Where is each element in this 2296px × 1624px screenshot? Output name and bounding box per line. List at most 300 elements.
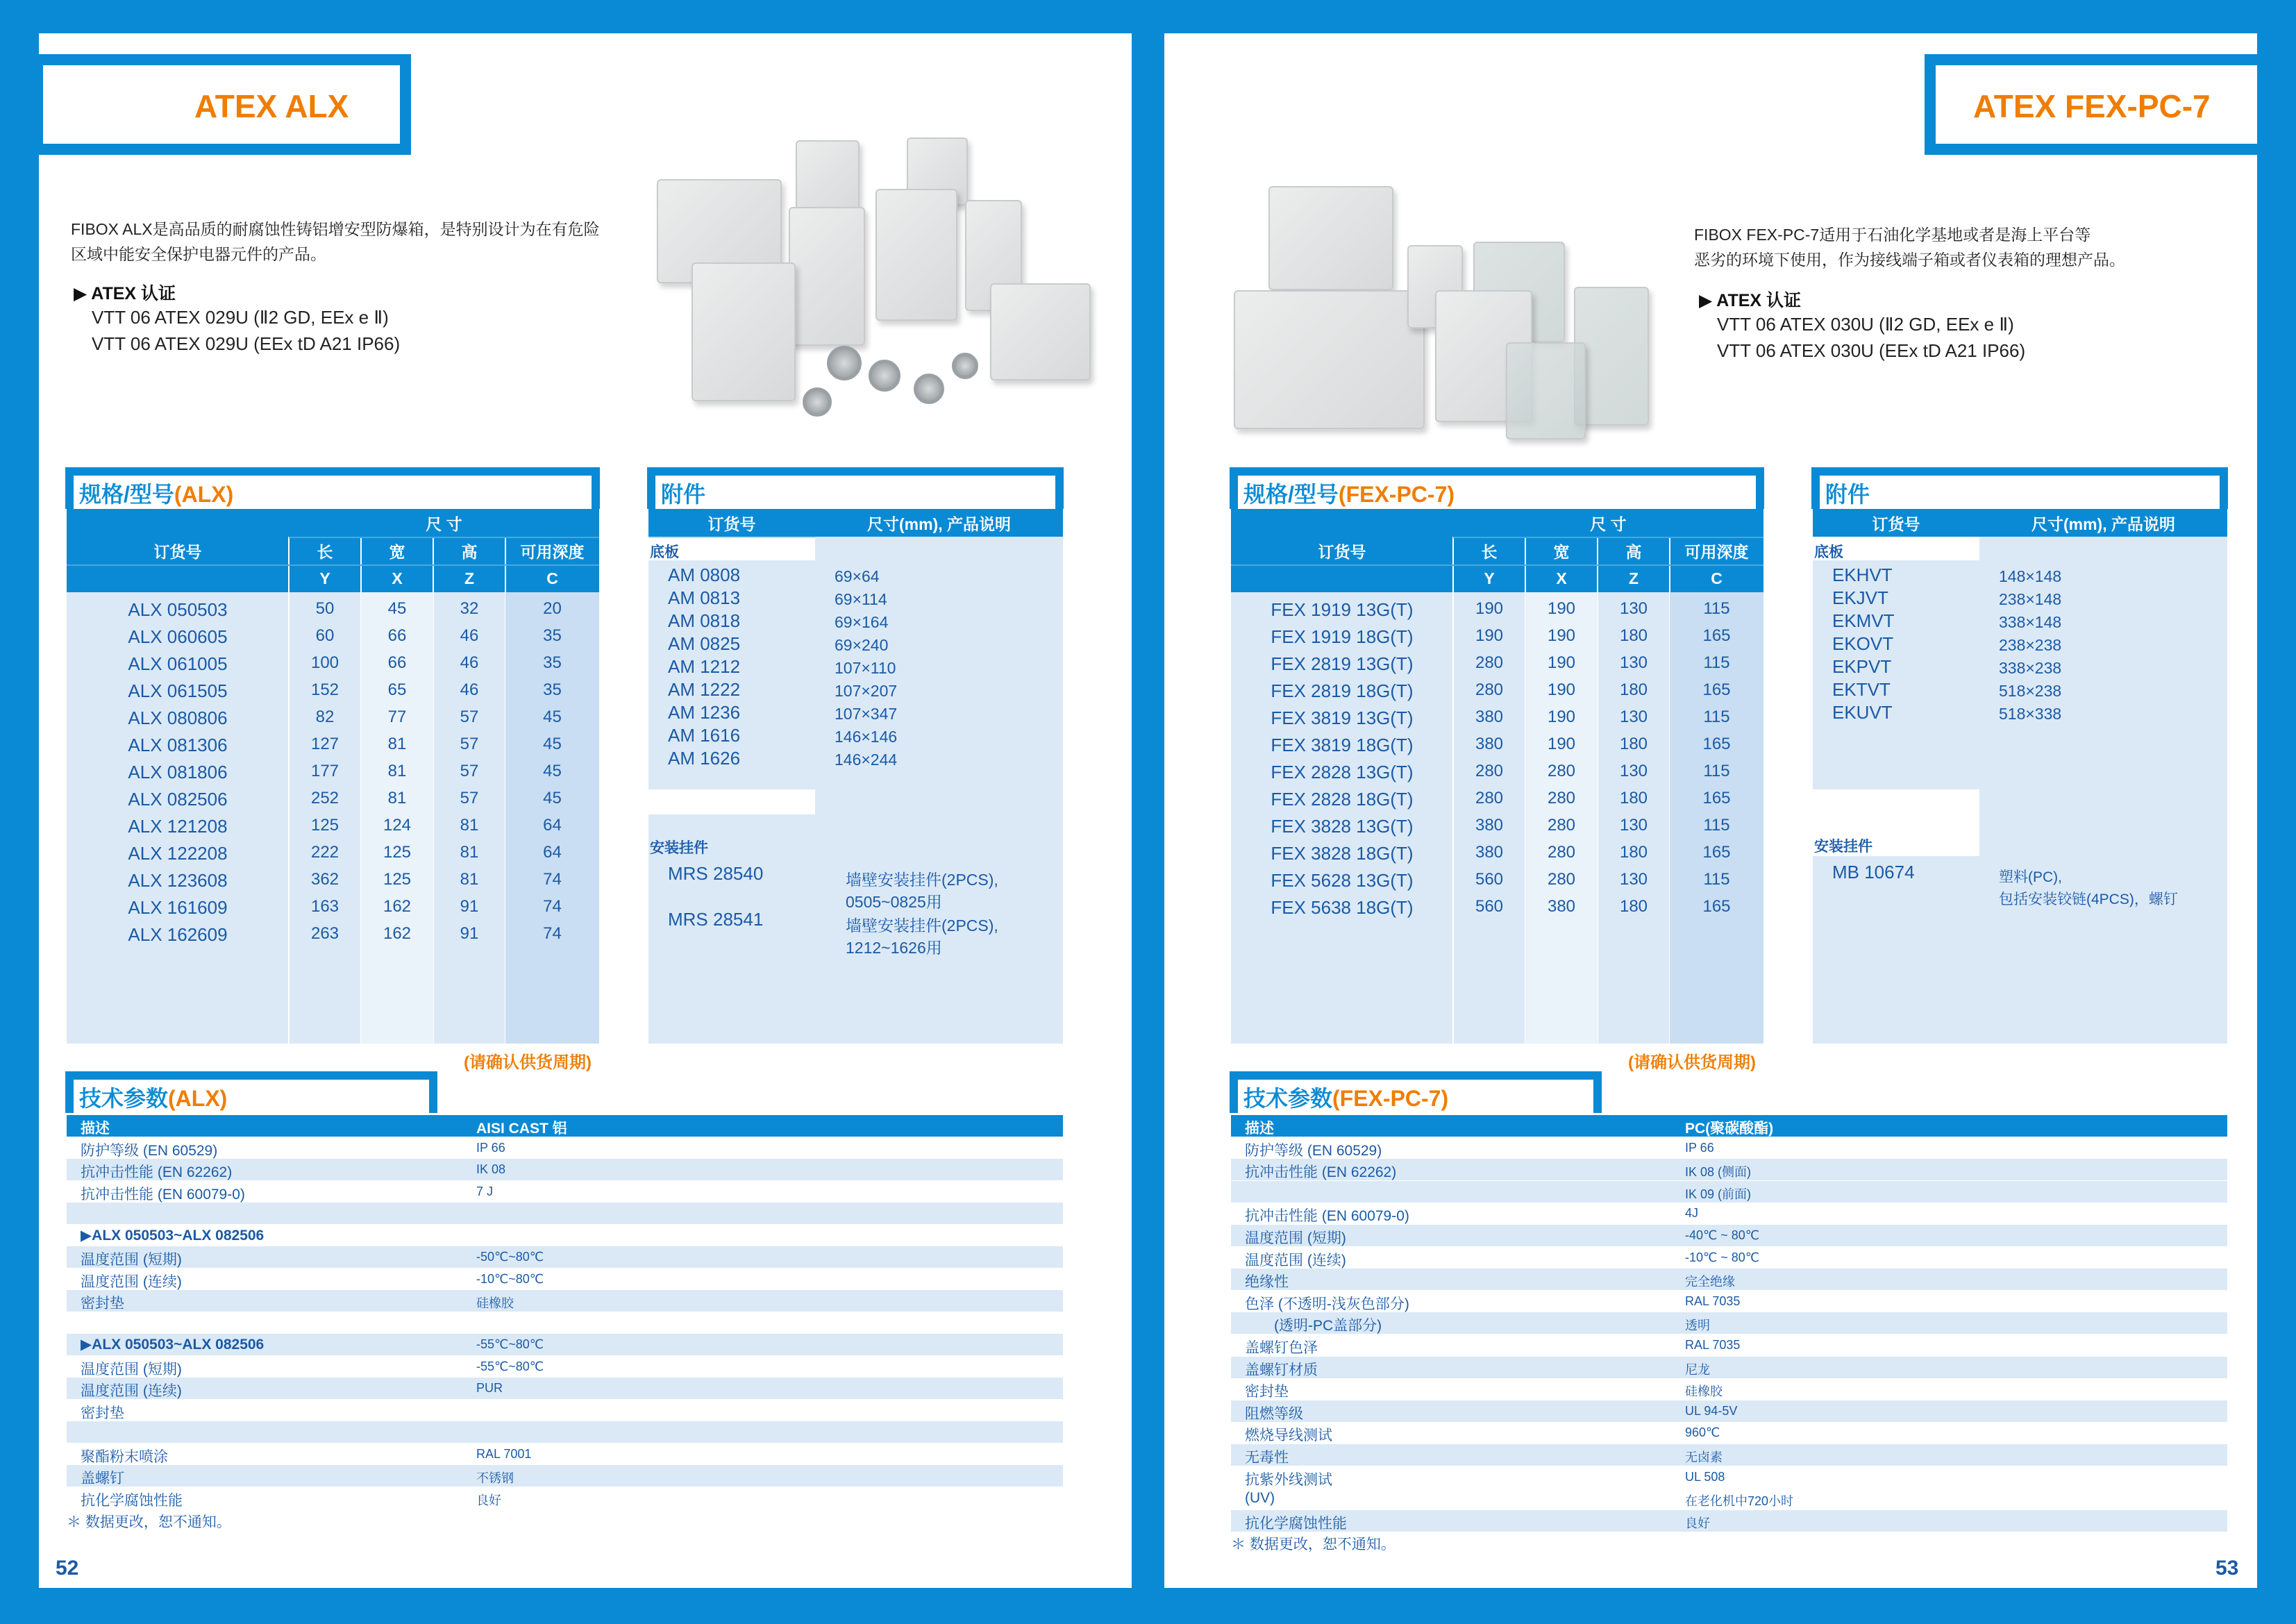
dimension-value: 380 [1475, 843, 1504, 862]
acc-description: 墙壁安装挂件(2PCS), [846, 916, 998, 935]
acc-description: 1212~1626用 [846, 939, 942, 957]
cert-item: VTT 06 ATEX 029U (Ⅱ2 GD, EEx e Ⅱ) [92, 307, 389, 328]
dimension-value: 64 [543, 843, 562, 862]
spec-heading-left [65, 467, 600, 509]
tech-row [1231, 1378, 2227, 1400]
tech-param-value: RAL 7001 [476, 1446, 532, 1461]
acc-description: 107×110 [835, 659, 896, 677]
tech-param-value: 960℃ [1685, 1425, 1720, 1440]
col-z: Z [1598, 564, 1670, 592]
tech-param-value: -40℃ ~ 80℃ [1685, 1228, 1759, 1242]
tech-param-name: 描述 [1245, 1121, 1274, 1137]
col-size: 尺 寸 [1453, 509, 1763, 537]
tech-param-name: 燃烧导线测试 [1245, 1428, 1332, 1444]
tech-param-value: 尼龙 [1685, 1362, 1710, 1377]
tech-param-name: 密封垫 [81, 1296, 124, 1312]
tech-param-name: 抗紫外线测试 [1245, 1471, 1332, 1488]
dimension-value: 77 [387, 708, 407, 726]
dimension-value: 74 [543, 897, 562, 916]
tech-table-left [67, 1115, 1063, 1532]
dimension-value: 165 [1702, 735, 1731, 753]
product-photo-fex [1234, 172, 1678, 450]
dimension-value: 165 [1702, 789, 1731, 807]
tech-param-value: -10℃~80℃ [476, 1271, 544, 1286]
tech-row [67, 1269, 1063, 1290]
model-code: FEX 3828 18G(T) [1271, 843, 1414, 864]
tech-param-value: 4J [1685, 1206, 1699, 1221]
tech-param-name: (透明-PC盖部分) [1245, 1318, 1382, 1334]
spec-table-left [67, 509, 599, 1044]
acc-part-number: MRS 28541 [668, 909, 764, 930]
tech-param-name: 抗冲击性能 (EN 62262) [81, 1164, 233, 1180]
col-w: 宽 [1525, 537, 1598, 564]
tech-param-name: ▶ALX 050503~ALX 082506 [81, 1227, 265, 1244]
model-code: ALX 061005 [128, 653, 228, 674]
tech-param-value: 硅橡胶 [476, 1296, 514, 1310]
col-l: 长 [289, 537, 361, 564]
tech-param-value: AISI CAST 铝 [476, 1121, 567, 1137]
tech-heading-text: 技术参数 [1243, 1086, 1333, 1111]
model-code: FEX 2819 18G(T) [1271, 680, 1414, 701]
cert-heading-right: ▶ ATEX 认证 [1699, 291, 1802, 310]
dimension-value: 130 [1619, 870, 1648, 889]
tech-row [1231, 1422, 2227, 1443]
spec-heading-text: 规格/型号 [1243, 482, 1339, 507]
acc-part-number: EKOVT [1832, 633, 1894, 654]
dimension-value: 180 [1619, 680, 1648, 699]
acc-part-number: AM 1616 [668, 725, 741, 746]
acc-table-left [648, 509, 1063, 1044]
tech-param-name: 温度范围 (短期) [81, 1361, 182, 1378]
intro-line: 区域中能安全保护电器元件的产品。 [71, 245, 326, 263]
acc-group-label: 安装挂件 [650, 840, 708, 856]
dimension-value: 280 [1475, 789, 1504, 807]
model-code: FEX 2828 18G(T) [1271, 789, 1414, 810]
tech-heading-text: 技术参数 [79, 1086, 169, 1111]
dimension-value: 190 [1547, 708, 1576, 726]
tech-row [67, 1334, 1063, 1355]
tech-param-value: IK 08 [476, 1162, 506, 1176]
tech-row [67, 1181, 1063, 1203]
tech-row [67, 1312, 1063, 1334]
tech-param-name: 抗冲击性能 (EN 60079-0) [81, 1186, 245, 1203]
acc-part-number: EKJVT [1832, 587, 1888, 608]
dimension-value: 380 [1547, 897, 1576, 916]
dimension-value: 180 [1619, 789, 1648, 807]
page-title-right: ATEX FEX-PC-7 [1973, 88, 2211, 124]
acc-description: 146×146 [835, 728, 898, 746]
dimension-value: 74 [543, 924, 562, 943]
dimension-value: 162 [383, 924, 412, 943]
footnote-right: ＊ 数据更改，恕不通知。 [1231, 1537, 1396, 1552]
dimension-value: 263 [310, 924, 340, 943]
tech-param-name: 密封垫 [1245, 1384, 1289, 1400]
tech-param-name: 温度范围 (短期) [81, 1252, 182, 1268]
tech-param-value: 完全绝缘 [1685, 1275, 1735, 1289]
tech-param-value: 无卤素 [1685, 1450, 1723, 1464]
title-box-right [1925, 54, 2257, 155]
dimension-value: 190 [1475, 626, 1504, 645]
dimension-value: 165 [1702, 626, 1731, 645]
dimension-value: 45 [543, 789, 562, 807]
dimension-value: 190 [1547, 653, 1576, 672]
col-z: Z [433, 564, 505, 592]
dimension-value: 560 [1475, 897, 1504, 916]
dimension-value: 66 [387, 626, 407, 645]
tech-row [1231, 1312, 2227, 1334]
col-h: 高 [1598, 537, 1670, 564]
dimension-value: 362 [310, 870, 340, 889]
dimension-value: 152 [310, 680, 340, 699]
dimension-value: 130 [1619, 708, 1648, 726]
tech-heading-suffix: (FEX-PC-7) [1332, 1086, 1449, 1111]
col-l: 长 [1453, 537, 1525, 564]
acc-description: 338×238 [1999, 659, 2062, 677]
acc-part-number: AM 0813 [668, 587, 741, 608]
acc-description: 塑料(PC), [1999, 869, 2062, 885]
dimension-value: 91 [460, 897, 479, 916]
dimension-value: 50 [315, 599, 335, 618]
model-code: ALX 162609 [128, 924, 228, 945]
dimension-value: 57 [460, 762, 479, 780]
col-y: Y [289, 564, 361, 592]
dimension-value: 115 [1703, 599, 1730, 618]
col-w: 宽 [361, 537, 433, 564]
tech-row [67, 1356, 1063, 1378]
tech-param-name: 抗冲击性能 (EN 60079-0) [1245, 1208, 1409, 1225]
acc-description: 238×148 [1999, 590, 2062, 608]
dimension-value: 81 [460, 870, 479, 889]
tech-param-value: UL 508 [1685, 1469, 1725, 1484]
title-box-left [39, 54, 411, 155]
tech-row [1231, 1181, 2227, 1203]
intro-line: FIBOX FEX-PC-7适用于石油化学基地或者是海上平台等 [1694, 226, 2091, 244]
tech-row [67, 1465, 1063, 1487]
model-code: ALX 123608 [128, 870, 228, 891]
dimension-value: 180 [1619, 626, 1648, 645]
tech-param-value: 7 J [476, 1184, 494, 1198]
dimension-value: 74 [543, 870, 562, 889]
model-code: FEX 3819 18G(T) [1271, 735, 1414, 755]
tech-row [67, 1443, 1063, 1465]
tech-param-value: IP 66 [1685, 1140, 1714, 1155]
tech-param-name: 盖螺钉 [81, 1471, 124, 1487]
dimension-value: 115 [1703, 870, 1730, 889]
acc-description: 338×148 [1999, 613, 2062, 631]
tech-heading-left [65, 1071, 437, 1113]
tech-param-value: IP 66 [476, 1140, 505, 1155]
model-code: ALX 081806 [128, 762, 228, 782]
model-code: ALX 081306 [128, 735, 228, 755]
page-number-left: 52 [56, 1557, 79, 1580]
tech-param-value: 不锈钢 [476, 1471, 514, 1485]
tech-row [67, 1225, 1063, 1246]
tech-param-value: 良好 [1685, 1516, 1710, 1530]
acc-col-order: 订货号 [1813, 509, 1979, 537]
acc-description: 238×238 [1999, 636, 2062, 654]
tech-param-name: 色泽 (不透明-浅灰色部分) [1245, 1296, 1409, 1312]
tech-param-value: RAL 7035 [1685, 1294, 1741, 1308]
model-code: ALX 121208 [128, 816, 228, 837]
tech-param-value: 在老化机中720小时 [1685, 1494, 1794, 1509]
model-code: ALX 050503 [128, 599, 228, 620]
cert-item: VTT 06 ATEX 029U (EEx tD A21 IP66) [92, 333, 401, 354]
dimension-value: 180 [1619, 843, 1648, 862]
tech-param-value: -10℃ ~ 80℃ [1685, 1250, 1759, 1264]
dimension-value: 82 [315, 708, 335, 726]
dimension-value: 180 [1619, 897, 1648, 916]
tech-heading-suffix: (ALX) [168, 1086, 228, 1111]
tech-header-row [1231, 1115, 2227, 1137]
page-right [1164, 33, 2257, 1588]
page-number-right: 53 [2215, 1557, 2239, 1580]
tech-row [1231, 1159, 2227, 1180]
acc-col-desc: 尺寸(mm), 产品说明 [815, 509, 1063, 537]
supply-note-left: (请确认供货周期) [464, 1053, 592, 1072]
acc-part-number: MB 10674 [1832, 862, 1915, 882]
tech-param-value: -55℃~80℃ [476, 1337, 544, 1351]
tech-param-name: 聚酯粉末喷涂 [81, 1448, 168, 1465]
col-x: X [361, 564, 433, 592]
col-h: 高 [433, 537, 505, 564]
acc-heading-text: 附件 [1825, 482, 1870, 507]
acc-part-number: AM 1222 [668, 679, 741, 700]
acc-col-order: 订货号 [648, 509, 815, 537]
tech-param-name: 防护等级 (EN 60529) [1245, 1142, 1382, 1159]
model-code: ALX 060605 [128, 626, 228, 647]
dimension-value: 130 [1619, 653, 1648, 672]
dimension-value: 180 [1619, 735, 1648, 753]
dimension-value: 280 [1547, 843, 1576, 862]
tech-param-name: ▶ALX 050503~ALX 082506 [81, 1337, 265, 1353]
dimension-value: 60 [315, 626, 335, 645]
model-code: ALX 080806 [128, 708, 228, 728]
dimension-value: 190 [1475, 599, 1504, 618]
tech-row [1231, 1269, 2227, 1290]
intro-text-left [71, 217, 600, 267]
dimension-value: 35 [543, 626, 562, 645]
dimension-value: 45 [387, 599, 407, 618]
acc-description: 69×164 [835, 613, 889, 631]
cert-item: VTT 06 ATEX 030U (Ⅱ2 GD, EEx e Ⅱ) [1717, 314, 2014, 335]
dimension-value: 190 [1547, 680, 1576, 699]
tech-row [67, 1246, 1063, 1268]
cert-list-left [92, 304, 400, 357]
acc-part-number: AM 1626 [668, 748, 741, 769]
acc-description: 69×114 [835, 590, 887, 608]
model-code: ALX 082506 [128, 789, 228, 810]
tech-row [1231, 1247, 2227, 1269]
tech-row [67, 1159, 1063, 1180]
tech-param-value: IK 09 (前面) [1685, 1187, 1752, 1201]
tech-param-name: 无毒性 [1245, 1450, 1289, 1466]
dimension-value: 190 [1547, 735, 1576, 753]
tech-param-value: IK 08 (侧面) [1685, 1165, 1752, 1180]
dimension-value: 45 [543, 735, 562, 753]
acc-col-desc: 尺寸(mm), 产品说明 [1979, 509, 2227, 537]
tech-row [67, 1378, 1063, 1399]
dimension-value: 81 [387, 789, 407, 807]
model-code: FEX 1919 13G(T) [1271, 599, 1414, 620]
dimension-value: 35 [543, 653, 562, 672]
dimension-value: 124 [383, 816, 412, 835]
dimension-value: 65 [387, 680, 407, 699]
tech-row [67, 1487, 1063, 1509]
tech-row [67, 1203, 1063, 1224]
tech-row [67, 1137, 1063, 1159]
col-order: 订货号 [67, 509, 289, 592]
dimension-value: 81 [460, 843, 479, 862]
tech-param-value: 良好 [476, 1493, 501, 1507]
dimension-value: 130 [1619, 599, 1648, 618]
dimension-value: 280 [1475, 762, 1504, 780]
dimension-value: 81 [460, 816, 479, 835]
tech-param-name: 温度范围 (短期) [1245, 1230, 1346, 1246]
tech-row [1231, 1488, 2227, 1509]
dimension-value: 57 [460, 708, 479, 726]
acc-part-number: EKHVT [1832, 564, 1893, 585]
acc-part-number: MRS 28540 [668, 863, 764, 884]
tech-row [1231, 1444, 2227, 1466]
dimension-value: 252 [310, 789, 340, 807]
dimension-value: 165 [1702, 843, 1731, 862]
dimension-value: 81 [387, 735, 407, 753]
dimension-value: 125 [310, 816, 340, 835]
cert-list-right [1717, 311, 2025, 364]
tech-param-value: UL 94-5V [1685, 1403, 1738, 1418]
dimension-value: 20 [543, 599, 562, 618]
model-code: FEX 5628 13G(T) [1271, 870, 1414, 891]
dimension-value: 380 [1475, 816, 1504, 835]
dimension-value: 163 [310, 897, 340, 916]
page-title-left: ATEX ALX [194, 88, 349, 124]
page-left [39, 33, 1132, 1588]
tech-param-name: 温度范围 (连续) [81, 1383, 182, 1399]
model-code: ALX 061505 [128, 680, 228, 701]
dimension-value: 380 [1475, 735, 1504, 753]
tech-param-value: -50℃~80℃ [476, 1250, 544, 1264]
acc-table-right [1813, 509, 2227, 1044]
dimension-value: 130 [1619, 762, 1648, 780]
tech-param-name: 描述 [81, 1121, 110, 1137]
tech-header-row [67, 1115, 1063, 1137]
dimension-value: 177 [310, 762, 340, 780]
tech-row [1231, 1400, 2227, 1422]
spec-heading-text: 规格/型号 [79, 482, 174, 507]
acc-part-number: EKMVT [1832, 610, 1895, 631]
spec-table-right [1231, 509, 1763, 1044]
dimension-value: 280 [1475, 680, 1504, 699]
tech-heading-right [1230, 1071, 1602, 1113]
acc-part-number: AM 0818 [668, 610, 741, 631]
spec-heading-suffix: (FEX-PC-7) [1338, 482, 1455, 507]
dimension-value: 280 [1547, 816, 1576, 835]
model-code: ALX 161609 [128, 897, 228, 918]
acc-heading-left [647, 467, 1064, 509]
dimension-value: 91 [460, 924, 479, 943]
tech-param-value: 硅橡胶 [1685, 1384, 1723, 1399]
col-y: Y [1453, 564, 1525, 592]
tech-row [1231, 1225, 2227, 1246]
tech-row [1231, 1466, 2227, 1488]
acc-description: 包括安装铰链(4PCS)，螺钉 [1999, 891, 2178, 907]
acc-part-number: AM 1236 [668, 702, 741, 723]
acc-part-number: EKTVT [1832, 679, 1891, 700]
tech-row [1231, 1357, 2227, 1378]
dimension-value: 115 [1703, 816, 1730, 835]
dimension-value: 280 [1547, 789, 1576, 807]
tech-row [67, 1400, 1063, 1421]
col-order: 订货号 [1231, 509, 1453, 592]
dimension-value: 115 [1703, 653, 1730, 672]
dimension-value: 46 [460, 626, 479, 645]
dimension-value: 115 [1703, 762, 1730, 780]
tech-row [1231, 1291, 2227, 1312]
model-code: ALX 122208 [128, 843, 228, 864]
tech-param-name: 抗冲击性能 (EN 62262) [1245, 1164, 1397, 1181]
dimension-value: 35 [543, 680, 562, 699]
tech-param-value: PUR [476, 1381, 503, 1395]
acc-description: 146×244 [835, 751, 898, 769]
dimension-value: 130 [1619, 816, 1648, 835]
model-code: FEX 3828 13G(T) [1271, 816, 1414, 837]
intro-text-right [1694, 222, 2125, 272]
tech-param-name: 盖螺钉材质 [1245, 1362, 1318, 1378]
model-code: FEX 5638 18G(T) [1271, 897, 1414, 918]
dimension-value: 45 [543, 762, 562, 780]
cert-item: VTT 06 ATEX 030U (EEx tD A21 IP66) [1717, 340, 2026, 361]
dimension-value: 57 [460, 789, 479, 807]
tech-param-value: RAL 7035 [1685, 1338, 1741, 1352]
spec-heading-right [1230, 467, 1764, 509]
dimension-value: 81 [387, 762, 407, 780]
model-code: FEX 2828 13G(T) [1271, 762, 1414, 782]
tech-row [1231, 1334, 2227, 1356]
col-depth: 可用深度 [505, 537, 599, 564]
acc-description: 0505~0825用 [846, 893, 942, 911]
acc-description: 69×64 [835, 567, 880, 585]
acc-group-label: 底板 [1814, 544, 1843, 560]
tech-param-value: 透明 [1685, 1319, 1710, 1333]
acc-part-number: AM 1212 [668, 656, 741, 677]
tech-param-value: -55℃~80℃ [476, 1359, 544, 1373]
dimension-value: 100 [310, 653, 340, 672]
tech-param-name: 阻燃等级 [1245, 1405, 1303, 1422]
col-x: X [1525, 564, 1598, 592]
tech-param-name: 温度范围 (连续) [1245, 1252, 1346, 1269]
acc-group-label: 安装挂件 [1814, 839, 1872, 855]
dimension-value: 280 [1547, 762, 1576, 780]
dimension-value: 280 [1547, 870, 1576, 889]
acc-heading-text: 附件 [661, 482, 706, 507]
tech-param-name: (UV) [1245, 1490, 1275, 1507]
footnote-left: ＊ 数据更改，恕不通知。 [67, 1514, 231, 1530]
intro-line: 恶劣的环境下使用，作为接线端子箱或者仪表箱的理想产品。 [1694, 251, 2125, 269]
dimension-value: 66 [387, 653, 407, 672]
spec-heading-suffix: (ALX) [174, 482, 234, 507]
dimension-value: 190 [1547, 599, 1576, 618]
product-photo-alx [643, 137, 1115, 429]
dimension-value: 45 [543, 708, 562, 726]
tech-table-right [1231, 1115, 2227, 1546]
dimension-value: 127 [310, 735, 340, 753]
acc-description: 518×238 [1999, 682, 2062, 700]
acc-description: 107×347 [835, 705, 898, 723]
dimension-value: 380 [1475, 708, 1504, 726]
col-size: 尺 寸 [289, 509, 599, 537]
dimension-value: 162 [383, 897, 412, 916]
dimension-value: 280 [1475, 653, 1504, 672]
